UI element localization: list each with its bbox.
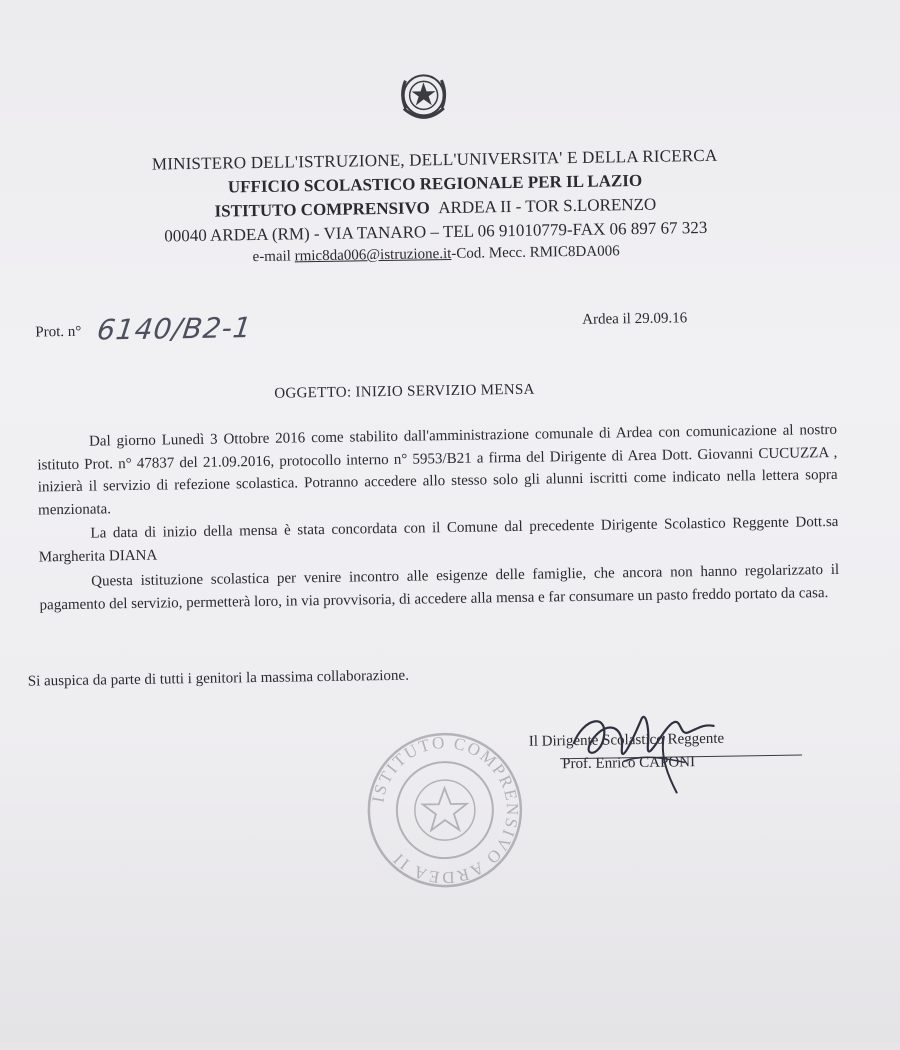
- signer-name: Prof. Enrico CAPONI: [562, 754, 696, 773]
- email-prefix: e-mail: [252, 248, 295, 266]
- institute-name: ISTITUTO COMPRENSIVO: [214, 198, 430, 221]
- protocol-label: Prot. n°: [35, 323, 82, 341]
- address-line: 00040 ARDEA (RM) - VIA TANARO – TEL 06 91010779-FAX 06 897 67 323: [164, 217, 708, 246]
- protocol-number-handwritten: 6140/B2-1: [95, 311, 254, 347]
- stamp-text: ISTITUTO COMPRENSIVO ARDEA II: [368, 732, 522, 888]
- regional-office-line: UFFICIO SCOLASTICO REGIONALE PER IL LAZIO: [227, 170, 643, 197]
- ministry-line: MINISTERO DELL'ISTRUZIONE, DELL'UNIVERSITA' E DELLA RICERCA: [151, 145, 718, 174]
- body-paragraph-2-text: La data di inizio della mensa è stata concordata con il Comune dal precedente Dirigente Scolastico Reggente Dott.sa Margherita DIANA: [38, 513, 839, 565]
- email-link[interactable]: rmic8da006@istruzione.it: [294, 245, 452, 265]
- closing-paragraph: Si auspica da parte di tutti i genitori la massima collaborazione.: [27, 667, 410, 690]
- subject-line: OGGETTO: INIZIO SERVIZIO MENSA: [274, 381, 535, 402]
- institute-seal-stamp: [364, 729, 526, 891]
- mecc-code: -Cod. Mecc. RMIC8DA006: [451, 243, 620, 262]
- body-paragraph-3: [39, 559, 840, 617]
- body-paragraph-1-text: Dal giorno Lunedì 3 Ottobre 2016 come stabilito dall'amministrazione comunale di Ardea con comunicazione al nostro istituto Prot. n° 47837 del 21.09.2016, protocollo interno n° 5953/B21 a firma del Dirigente di Area Dott. Giovanni CUCUZZA , inizierà il servizio di refezione scolastica. Potranno accedere allo stesso solo gli alunni iscritti come indicato nella lettera sopra menzionata.: [37, 421, 838, 518]
- body-paragraph-1: [37, 419, 838, 522]
- institute-branch: ARDEA II - TOR S.LORENZO: [438, 194, 657, 218]
- letter-date: Ardea il 29.09.16: [582, 310, 688, 328]
- signer-role: Il Dirigente Scolastico Reggente: [528, 730, 725, 750]
- body-paragraph-3-text: Questa istituzione scolastica per venire incontro alle esigenze delle famiglie, che ancora non hanno regolarizzato il pagamento del servizio, permetterà loro, in via provvisoria, di accedere alla mensa e far consumare un pasto freddo portato da casa.: [39, 561, 840, 613]
- italian-republic-emblem-icon: [395, 68, 452, 129]
- handwritten-signature: [563, 696, 725, 808]
